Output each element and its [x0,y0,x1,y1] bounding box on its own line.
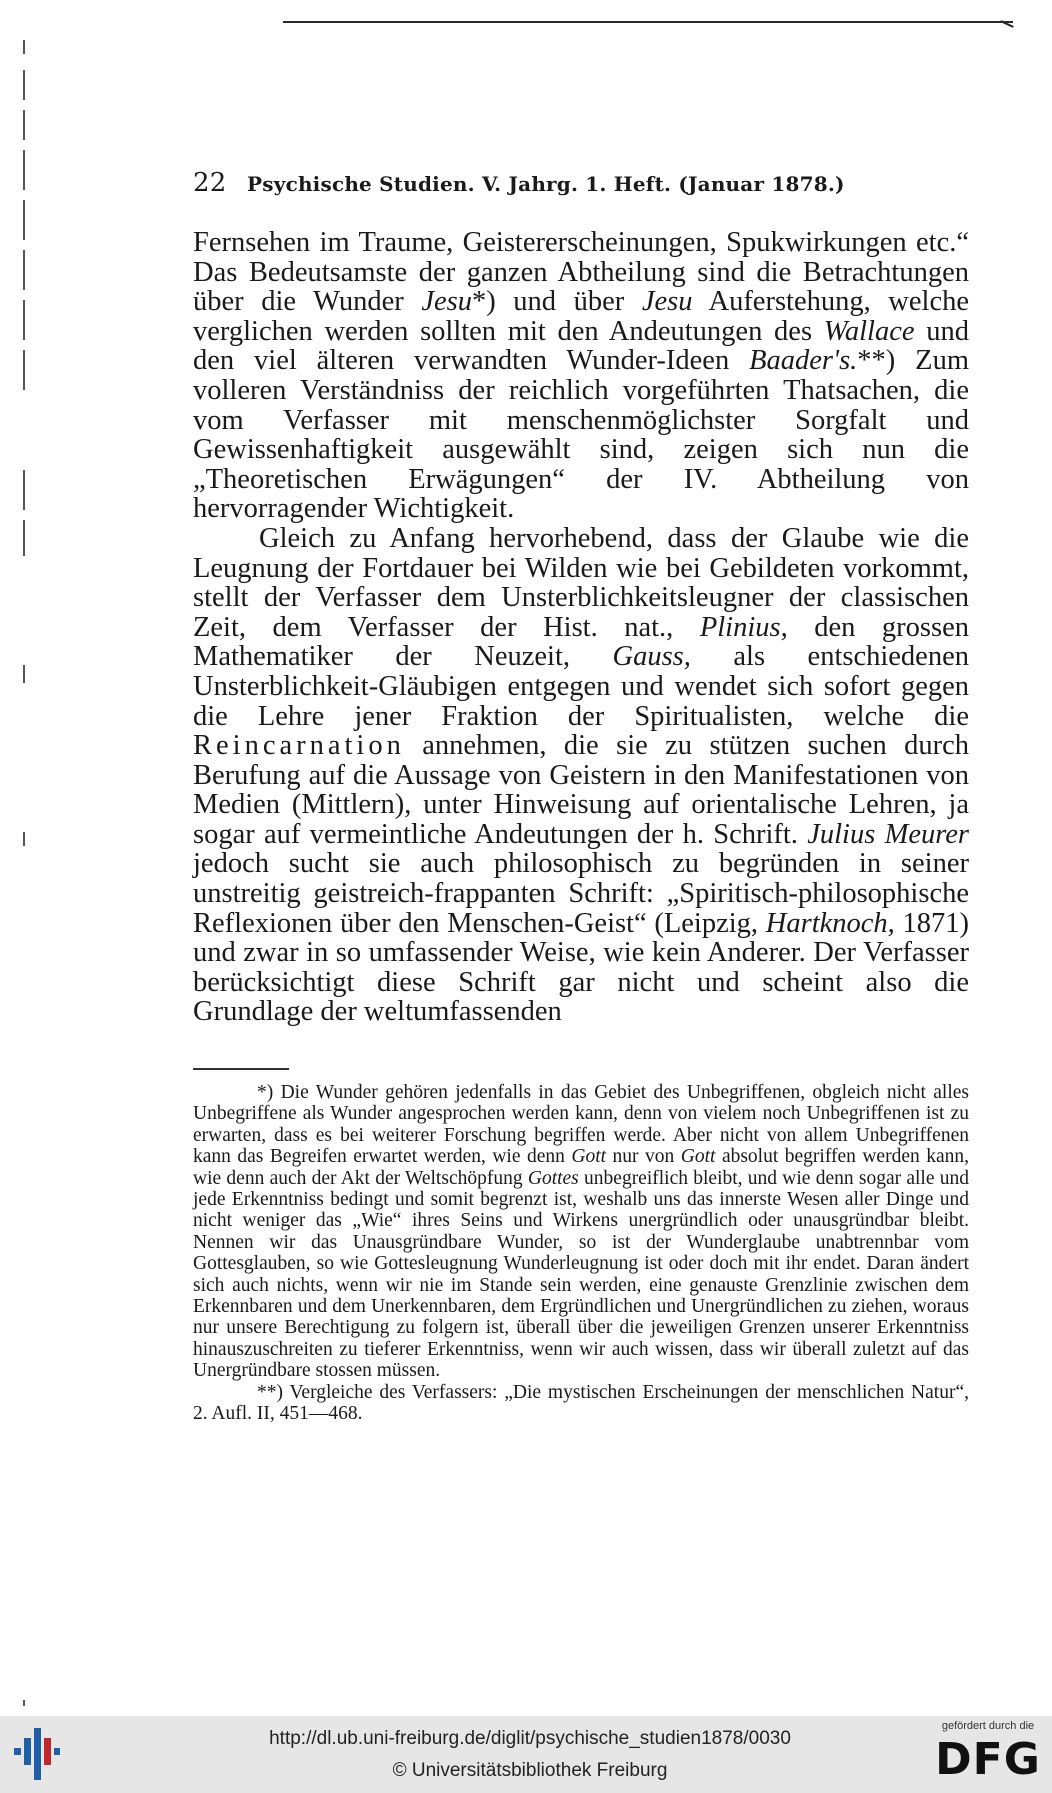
page-number: 22 [193,168,227,198]
text-run: *) Die Wunder gehören jedenfalls in das Gebiet des Unbegriffenen, obgleich nicht alles Unbegriffene als Wunder angesprochen werden kann, denn von vielem noch Unbegriffenen ist zu erwarten, dass es bei weiterer Forschung begriffen werde. Aber nicht von allem Unbegriffenen kann das Begreifen erwartet werden, wie denn [193,1082,969,1168]
italic-name: Gott [680,1146,716,1168]
italic-name: Jesu [641,286,693,318]
scan-margin-tick [23,470,25,510]
italic-name: Wallace [823,315,915,347]
text-run: nur von [606,1146,681,1168]
italic-name: Julius Meurer [807,818,969,850]
text-run: Auferstehung, welche verglichen werden sollten mit den Andeutungen des [193,286,970,347]
text-run: annehmen, die sie zu stützen suchen durch Berufung auf die Aussage von Geistern in den Manifestationen von Medien (Mittlern), unter Hinweisung auf orientalische Lehren, ja sogar auf vermeintliche Andeutungen der h. Schrift. [193,730,969,850]
paragraph-1 [193,228,969,524]
scan-margin-tick [23,300,25,340]
spaced-term: Reincarnation [193,730,405,762]
scan-margin-tick [23,832,25,846]
text-run: Gleich zu Anfang hervorhebend, dass der Glaube wie die Leugnung der Fortdauer bei Wilden wie bei Gebildeten vorkommt, stellt der Verfasser dem Unsterblichkeitsleugner der classischen Zeit, dem Verfasser der Hist. nat., [193,522,969,643]
text-run: als entschiedenen Unsterblichkeit-Gläubigen entgegen und wendet sich sofort gegen die Lehre jener Fraktion der Spiritualisten, welche die [193,641,969,732]
italic-name: Gottes [527,1167,579,1189]
scan-margin-tick [23,200,25,240]
scan-margin-tick [23,1700,25,1706]
text-run: unbegreiflich bleibt, und wie denn sogar alle und jede Erkenntniss bedingt und somit begrenzt ist, weshalb uns das innerste Wesen aller Dinge und nicht weniger das „Wie“ ihres Seins und Wirkens unergründlich oder unausgründbar bleibt. Nennen wir das Unausgründbare Wunder, so ist der Wunderglaube unabtrennbar vom Gottesglauben, so wie Gottesleugnung Wunderleugnung ist oder doch mit ihr endet. Daran ändert sich auch nichts, wenn wir nie im Stande sein werden, eine genauste Grenzlinie zwischen dem Erkennbaren und dem Unerkennbaren, dem Ergründlichen und Unergründlichen zu ziehen, woraus nur unsere Berechtigung zu folgern ist, überall über die jeweiligen Grenzen unserer Erkenntniss hinauszuschreiten zu tieferer Erkenntniss, wenn wir auch wissen, dass wir überall zuletzt auf das Unergründbare stossen müssen. [193,1167,970,1382]
italic-name: Hartknoch, [765,907,895,939]
text-run: jedoch sucht sie auch philosophisch zu begründen in seiner unstreitig geistreich-frappanten Schrift: „Spiritisch-philosophische Reflexionen über den Menschen-Geist“ (Leipzig, [193,848,969,939]
scan-margin-tick [23,110,25,140]
footnotes [193,1082,969,1425]
footnote-2: **) Vergleiche des Verfassers: „Die mystischen Erscheinungen der menschlichen Natur“, 2. Aufl. II, 451—468. [193,1381,969,1425]
text-run: 1871) und zwar in so umfassender Weise, wie kein Anderer. Der Verfasser berücksichtigt diese Schrift gar nicht und scheint also die Grundlage der weltumfassenden [193,907,969,1028]
scan-margin-tick [23,40,25,54]
scan-margin-tick [23,250,25,290]
footer-copyright: © Universitätsbibliothek Freiburg [392,1760,668,1781]
text-run: absolut begriffen werden kann, wie denn auch der Akt der Weltschöpfung [193,1146,970,1189]
footnote-1 [193,1082,969,1382]
paragraph-2 [193,524,969,1027]
ub-freiburg-logo-icon [14,1726,60,1782]
text-run: *) und über [471,286,642,318]
body-text [193,228,969,1027]
scan-margin-tick [23,350,25,390]
italic-name: Gauss, [612,641,691,673]
scan-margin-tick [23,70,25,100]
text-run: **) Zum volleren Verständniss der reichlich vorgeführten Thatsachen, die vom Verfasser mit menschenmöglichster Sorgfalt und Gewissenhaftigkeit ausgewählt sind, zeigen sich nun die „Theoretischen Erwägungen“ der IV. Abtheilung von hervorragender Wichtigkeit. [193,345,969,525]
italic-name: Baader's. [749,345,858,377]
text-run: und den viel älteren verwandten Wunder-Ideen [193,315,969,377]
running-head [193,168,893,198]
running-title: Psychische Studien. V. Jahrg. 1. Heft. (Januar 1878.) [247,172,845,196]
dfg-caption: gefördert durch die [941,1720,1035,1732]
footnote-rule [193,1068,289,1070]
footer-url-link[interactable]: http://dl.ub.uni-freiburg.de/diglit/psychische_studien1878/0030 [269,1728,791,1749]
italic-name: Gott [571,1146,607,1168]
italic-name: Plinius, [699,611,788,643]
scan-margin-tick [23,665,25,683]
scan-margin-tick [23,520,25,556]
scan-margin-tick [23,150,25,190]
italic-name: Jesu [421,286,472,318]
dfg-logo: DFG [935,1734,1041,1785]
text-run: den grossen Mathematiker der Neuzeit, [193,611,969,673]
scan-top-rule [283,21,1013,23]
text-run: Fernsehen im Traume, Geistererscheinungen, Spukwirkungen etc.“ Das Bedeutsamste der ganzen Abtheilung sind die Betrachtungen über die Wunder [193,227,969,318]
